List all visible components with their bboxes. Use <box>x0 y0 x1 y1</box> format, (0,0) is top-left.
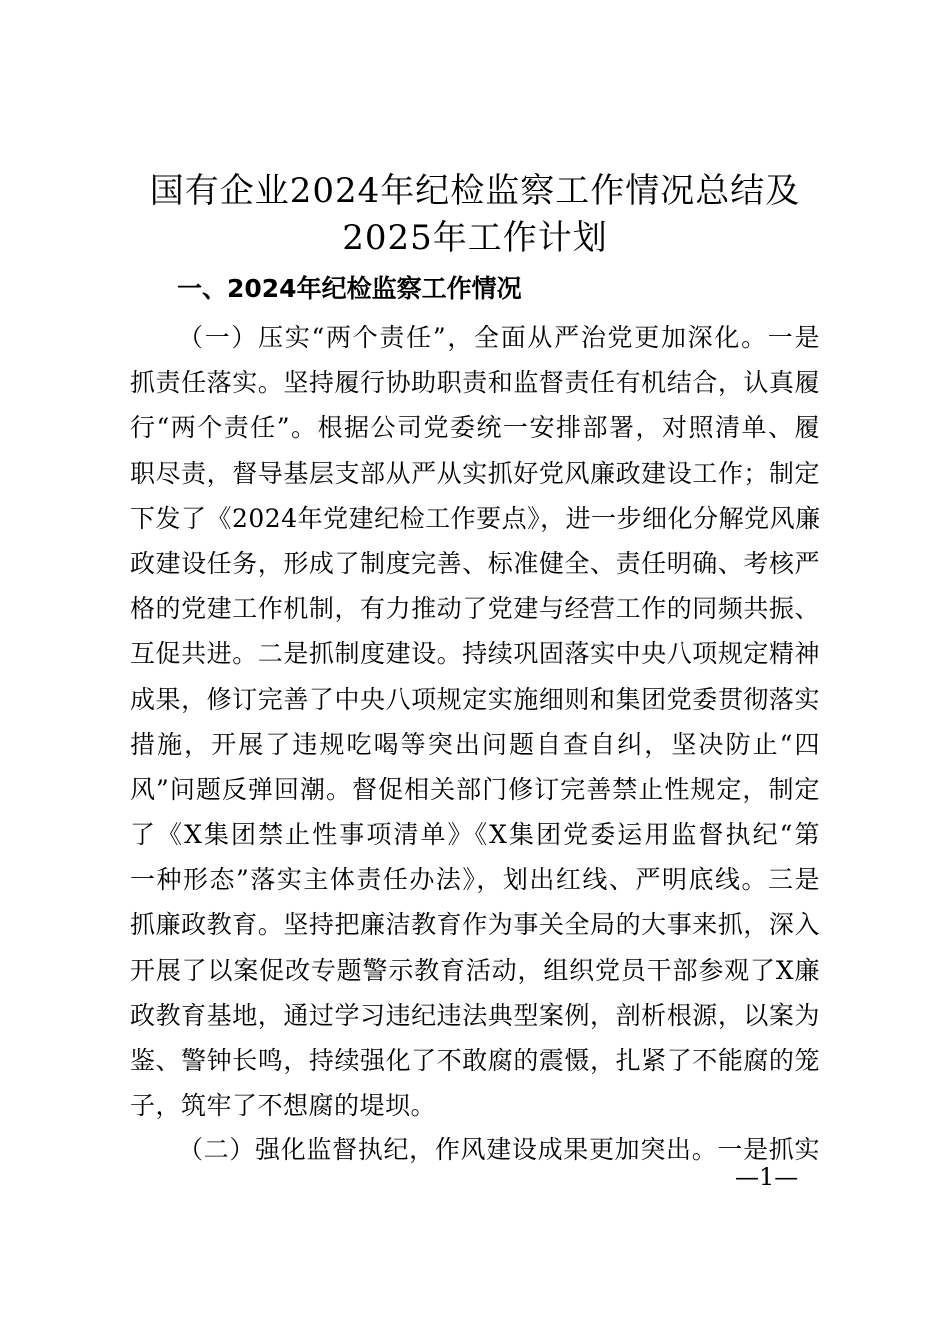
paragraph-line: 成果，修订完善了中央八项规定实施细则和集团党委贯彻落实 <box>130 684 820 714</box>
paragraph-line: 鉴、警钟长鸣，持续强化了不敢腐的震慑，扎紧了不能腐的笼 <box>130 1046 820 1075</box>
paragraph-line: 政教育基地，通过学习违纪违法典型案例，剖析根源，以案为 <box>130 1000 820 1030</box>
document-title <box>120 168 830 262</box>
paragraph-line: （二）强化监督执纪，作风建设成果更加突出。一是抓实 <box>178 1135 820 1164</box>
paragraph-line: 子，筑牢了不想腐的堤坝。 <box>130 1091 437 1121</box>
paragraph-line: 了《X集团禁止性事项清单》《X集团党委运用监督执纪“第 <box>130 820 820 850</box>
paragraph-line: 政建设任务，形成了制度完善、标准健全、责任明确、考核严 <box>130 548 820 578</box>
paragraph-line: 下发了《2024年党建纪检工作要点》，进一步细化分解党风廉 <box>130 503 821 533</box>
title-line-1: 国有企业2024年纪检监察工作情况总结及 <box>149 171 801 211</box>
paragraph-line: 一种形态”落实主体责任办法》，划出红线、严明底线。三是 <box>130 865 820 895</box>
paragraph-line: 职尽责，督导基层支部从严从实抓好党风廉政建设工作；制定 <box>130 458 820 488</box>
paragraph-line: 风”问题反弹回潮。督促相关部门修订完善禁止性规定，制定 <box>130 774 820 804</box>
paragraph-line: 抓廉政教育。坚持把廉洁教育作为事关全局的大事来抓，深入 <box>130 910 820 940</box>
paragraph-2 <box>130 1127 820 1172</box>
title-line-2: 2025年工作计划 <box>342 218 608 258</box>
paragraph-line: 行“两个责任”。根据公司党委统一安排部署，对照清单、履 <box>130 413 820 443</box>
paragraph-line: （一）压实“两个责任”，全面从严治党更加深化。一是 <box>178 323 820 352</box>
paragraph-line: 互促共进。二是抓制度建设。持续巩固落实中央八项规定精神 <box>130 639 820 669</box>
page-number: —1— <box>735 1163 799 1191</box>
paragraph-line: 抓责任落实。坚持履行协助职责和监督责任有机结合，认真履 <box>130 368 820 398</box>
paragraph-1 <box>130 315 820 1128</box>
paragraph-line: 措施，开展了违规吃喝等突出问题自查自纠，坚决防止“四 <box>130 729 820 759</box>
paragraph-line: 开展了以案促改专题警示教育活动，组织党员干部参观了X廉 <box>130 955 820 985</box>
section-heading: 一、2024年纪检监察工作情况 <box>177 274 522 303</box>
paragraph-line: 格的党建工作机制，有力推动了党建与经营工作的同频共振、 <box>130 594 820 624</box>
